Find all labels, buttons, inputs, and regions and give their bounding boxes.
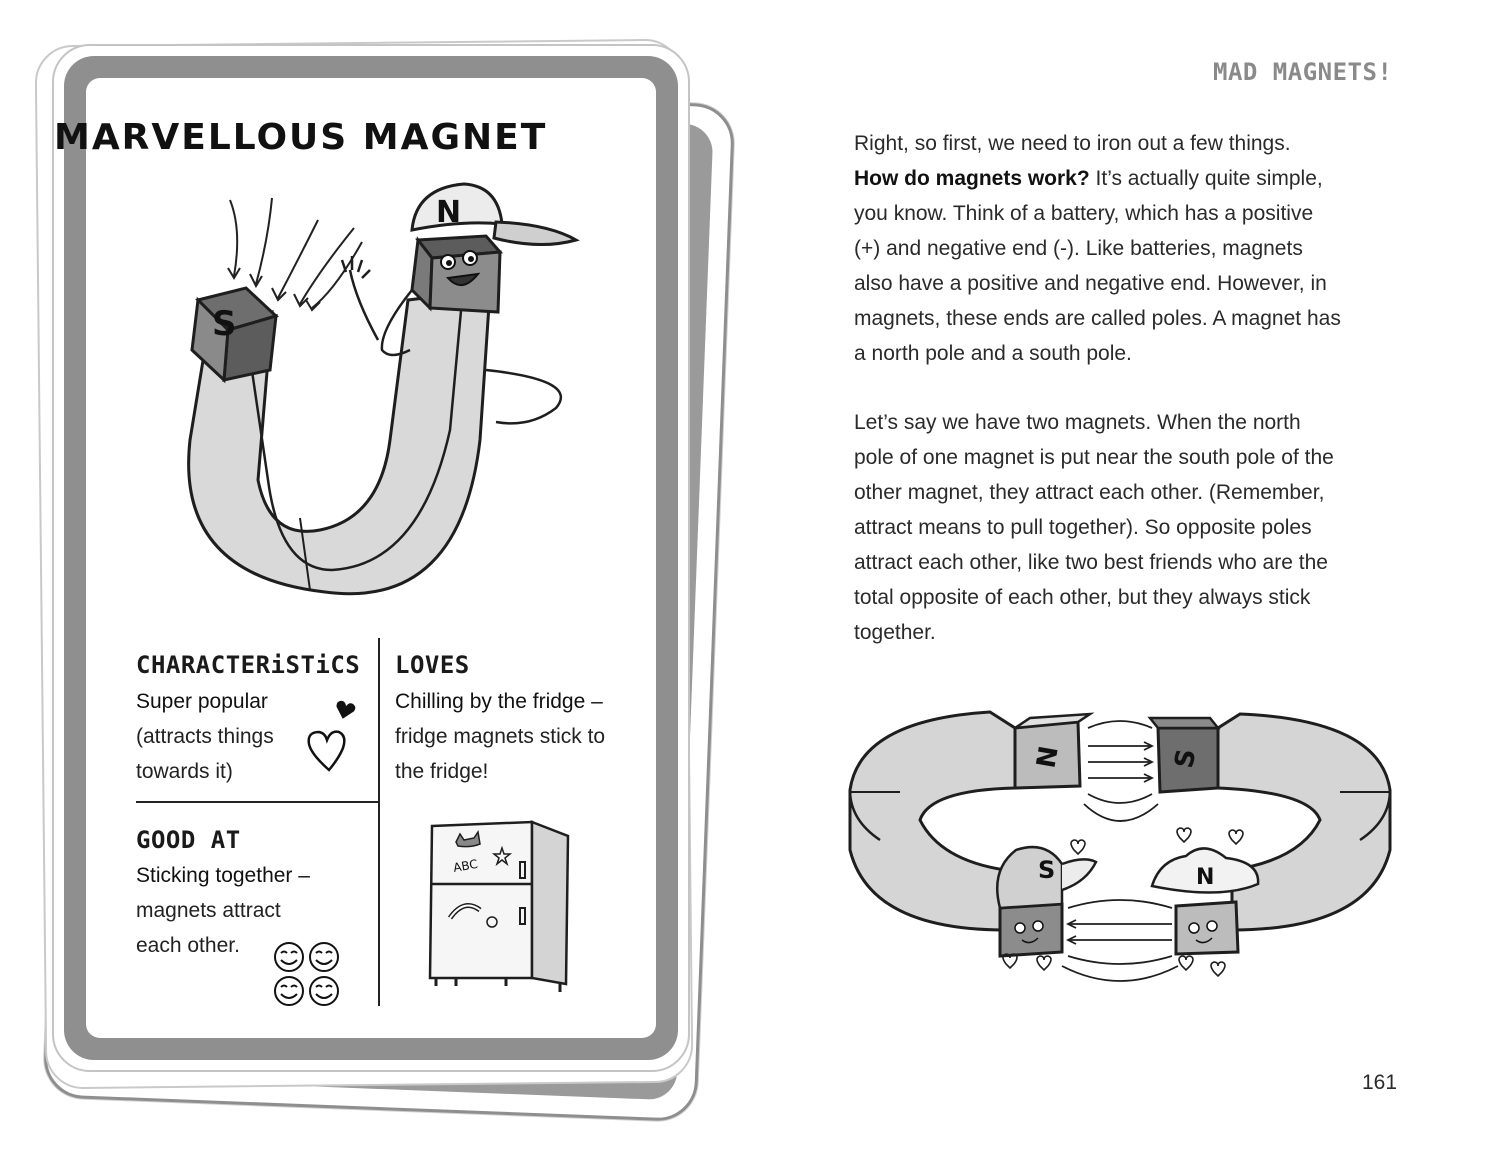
bottom-left-pole-label: S bbox=[1038, 856, 1056, 884]
paragraph1-line-3: you know. Think of a battery, which has a positive bbox=[854, 202, 1314, 225]
paragraph2-line-1: Let’s say we have two magnets. When the north bbox=[854, 411, 1301, 434]
characteristics-lead: Super popular bbox=[136, 690, 268, 713]
paragraph1-line-5: also have a positive and negative end. However, in bbox=[854, 272, 1327, 295]
paragraph1-line-2-rest: It’s actually quite simple, bbox=[1089, 167, 1323, 190]
running-head: MAD MAGNETS! bbox=[1213, 58, 1393, 86]
page-number: 161 bbox=[1362, 1071, 1398, 1094]
paragraph2-line-7: together. bbox=[854, 621, 936, 644]
top-left-pole-label: N bbox=[1031, 743, 1065, 771]
good-at-heading: GOOD AT bbox=[136, 826, 241, 854]
paragraph2-line-2: pole of one magnet is put near the south pole of the bbox=[854, 446, 1334, 469]
bottom-right-pole-label: N bbox=[1196, 865, 1215, 890]
paragraph2-line-5: attract each other, like two best friends who are the bbox=[854, 551, 1328, 574]
good-at-lead: Sticking together – bbox=[136, 864, 310, 887]
smiley-faces-icon bbox=[272, 940, 344, 1008]
characteristics-heading: CHARACTERiSTiCS bbox=[136, 651, 361, 679]
loves-text bbox=[395, 684, 645, 789]
paragraph1-line-1: Right, so first, we need to iron out a few things. bbox=[854, 132, 1291, 155]
loves-heading: LOVES bbox=[395, 651, 470, 679]
north-pole-label: N bbox=[436, 195, 462, 230]
paragraph2-line-3: other magnet, they attract each other. (Remember, bbox=[854, 481, 1325, 504]
characteristics-line-1: (attracts things bbox=[136, 725, 274, 748]
paragraph1-line-6: magnets, these ends are called poles. A magnet has bbox=[854, 307, 1341, 330]
horseshoe-magnet-character-illustration bbox=[150, 180, 590, 610]
paragraph1-line-7: a north pole and a south pole. bbox=[854, 342, 1132, 365]
card-grid-horizontal-rule bbox=[136, 801, 379, 803]
paragraph-how-magnets-work bbox=[854, 126, 1414, 371]
heart-outline-icon bbox=[305, 726, 349, 774]
top-field-lines bbox=[1084, 721, 1158, 821]
paragraph2-line-6: total opposite of each other, but they always stick bbox=[854, 586, 1311, 609]
paragraph1-bold-question: How do magnets work? bbox=[854, 167, 1090, 190]
top-right-pole-label: S bbox=[1169, 746, 1203, 771]
loves-line-1: fridge magnets stick to bbox=[395, 725, 606, 748]
attracting-magnets-illustration bbox=[840, 700, 1400, 995]
paragraph1-line-4: (+) and negative end (-). Like batteries, magnets bbox=[854, 237, 1303, 260]
card-grid-vertical-rule bbox=[378, 638, 380, 1006]
bottom-field-lines bbox=[1062, 900, 1178, 981]
fridge-illustration bbox=[420, 818, 576, 996]
fridge-magnet-abc: ABC bbox=[452, 856, 479, 875]
good-at-line-1: magnets attract bbox=[136, 899, 281, 922]
loves-lead: Chilling by the fridge – bbox=[395, 690, 603, 713]
paragraph2-line-4: attract means to pull together). So opposite poles bbox=[854, 516, 1312, 539]
characteristics-line-2: towards it) bbox=[136, 760, 233, 783]
loves-line-2: the fridge! bbox=[395, 760, 489, 783]
paragraph1-line-2 bbox=[854, 161, 1414, 196]
paragraph-opposite-poles bbox=[854, 405, 1414, 650]
south-pole-label: S bbox=[212, 304, 237, 344]
heart-icon bbox=[333, 698, 357, 722]
good-at-line-2: each other. bbox=[136, 934, 240, 957]
card-title: MARVELLOUS MAGNET bbox=[54, 117, 548, 158]
